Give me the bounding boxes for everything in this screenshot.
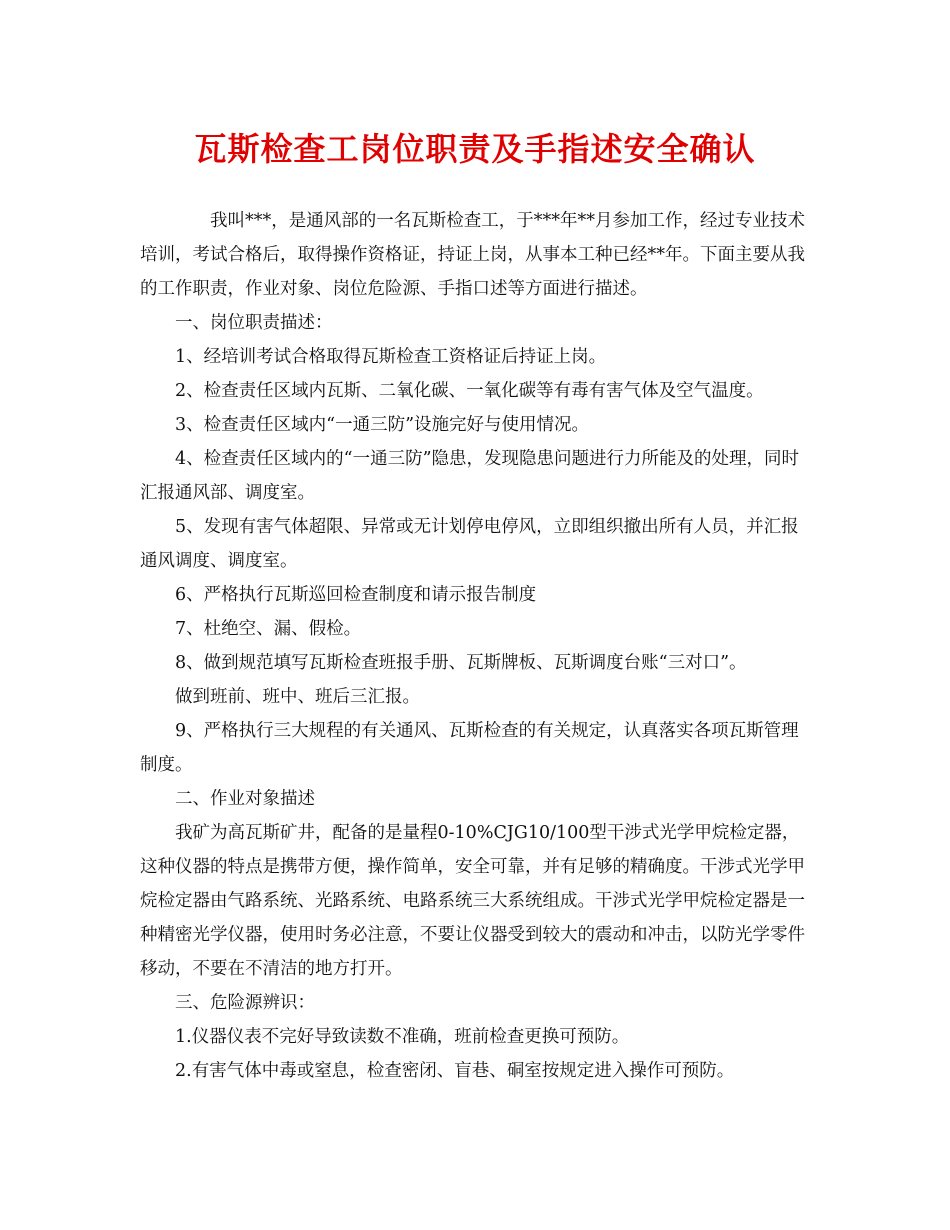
paragraph-intro: 我叫***，是通风部的一名瓦斯检查工，于***年**月参加工作，经过专业技术培训，考试合格后，取得操作资格证，持证上岗，从事本工种已经**年。下面主要从我的工作职责，作业对象、岗位危险源、手指口述等方面进行描述。 [140, 211, 805, 299]
section-heading-hazards: 三、危险源辨识： [175, 993, 315, 1013]
duty-item-3: 3、检查责任区域内“一通三防”设施完好与使用情况。 [175, 415, 590, 435]
duty-item-4: 4、检查责任区域内的“一通三防”隐患，发现隐患问题进行力所能及的处理，同时汇报通风部、调度室。 [140, 449, 800, 503]
document-title: 瓦斯检查工岗位职责及手指述安全确认 [194, 130, 756, 168]
duty-item-7: 7、杜绝空、漏、假检。 [175, 619, 362, 639]
section-heading-work-object: 二、作业对象描述 [175, 789, 315, 809]
paragraph-work-object: 我矿为高瓦斯矿井，配备的是量程0-10%CJG10/100型干涉式光学甲烷检定器，这种仪器的特点是携带方便，操作简单，安全可靠，并有足够的精确度。干涉式光学甲烷检定器由气路系统、光路系统、电路系统三大系统组成。干涉式光学甲烷检定器是一种精密光学仪器，使用时务必注意，不要让仪器受到较大的震动和冲击，以防光学零件移动，不要在不清洁的地方打开。 [140, 823, 805, 979]
hazard-item-1: 1.仪器仪表不完好导致读数不准确，班前检查更换可预防。 [175, 1027, 630, 1047]
duty-item-8-continued: 做到班前、班中、班后三汇报。 [175, 687, 420, 707]
duty-item-8: 8、做到规范填写瓦斯检查班报手册、瓦斯牌板、瓦斯调度台账“三对口”。 [175, 653, 747, 673]
duty-item-5: 5、发现有害气体超限、异常或无计划停电停风，立即组织撤出所有人员，并汇报通风调度、调度室。 [140, 517, 799, 571]
duty-item-9: 9、严格执行三大规程的有关通风、瓦斯检查的有关规定，认真落实各项瓦斯管理制度。 [140, 721, 799, 775]
duty-item-6: 6、严格执行瓦斯巡回检查制度和请示报告制度 [175, 585, 537, 605]
hazard-item-2: 2.有害气体中毒或窒息，检查密闭、盲巷、硐室按规定进入操作可预防。 [175, 1061, 735, 1081]
duty-item-2: 2、检查责任区域内瓦斯、二氧化碳、一氧化碳等有毒有害气体及空气温度。 [175, 381, 764, 401]
duty-item-1: 1、经培训考试合格取得瓦斯检查工资格证后持证上岗。 [175, 347, 607, 367]
section-heading-duties: 一、岗位职责描述： [175, 313, 333, 333]
document-body [140, 204, 816, 1088]
